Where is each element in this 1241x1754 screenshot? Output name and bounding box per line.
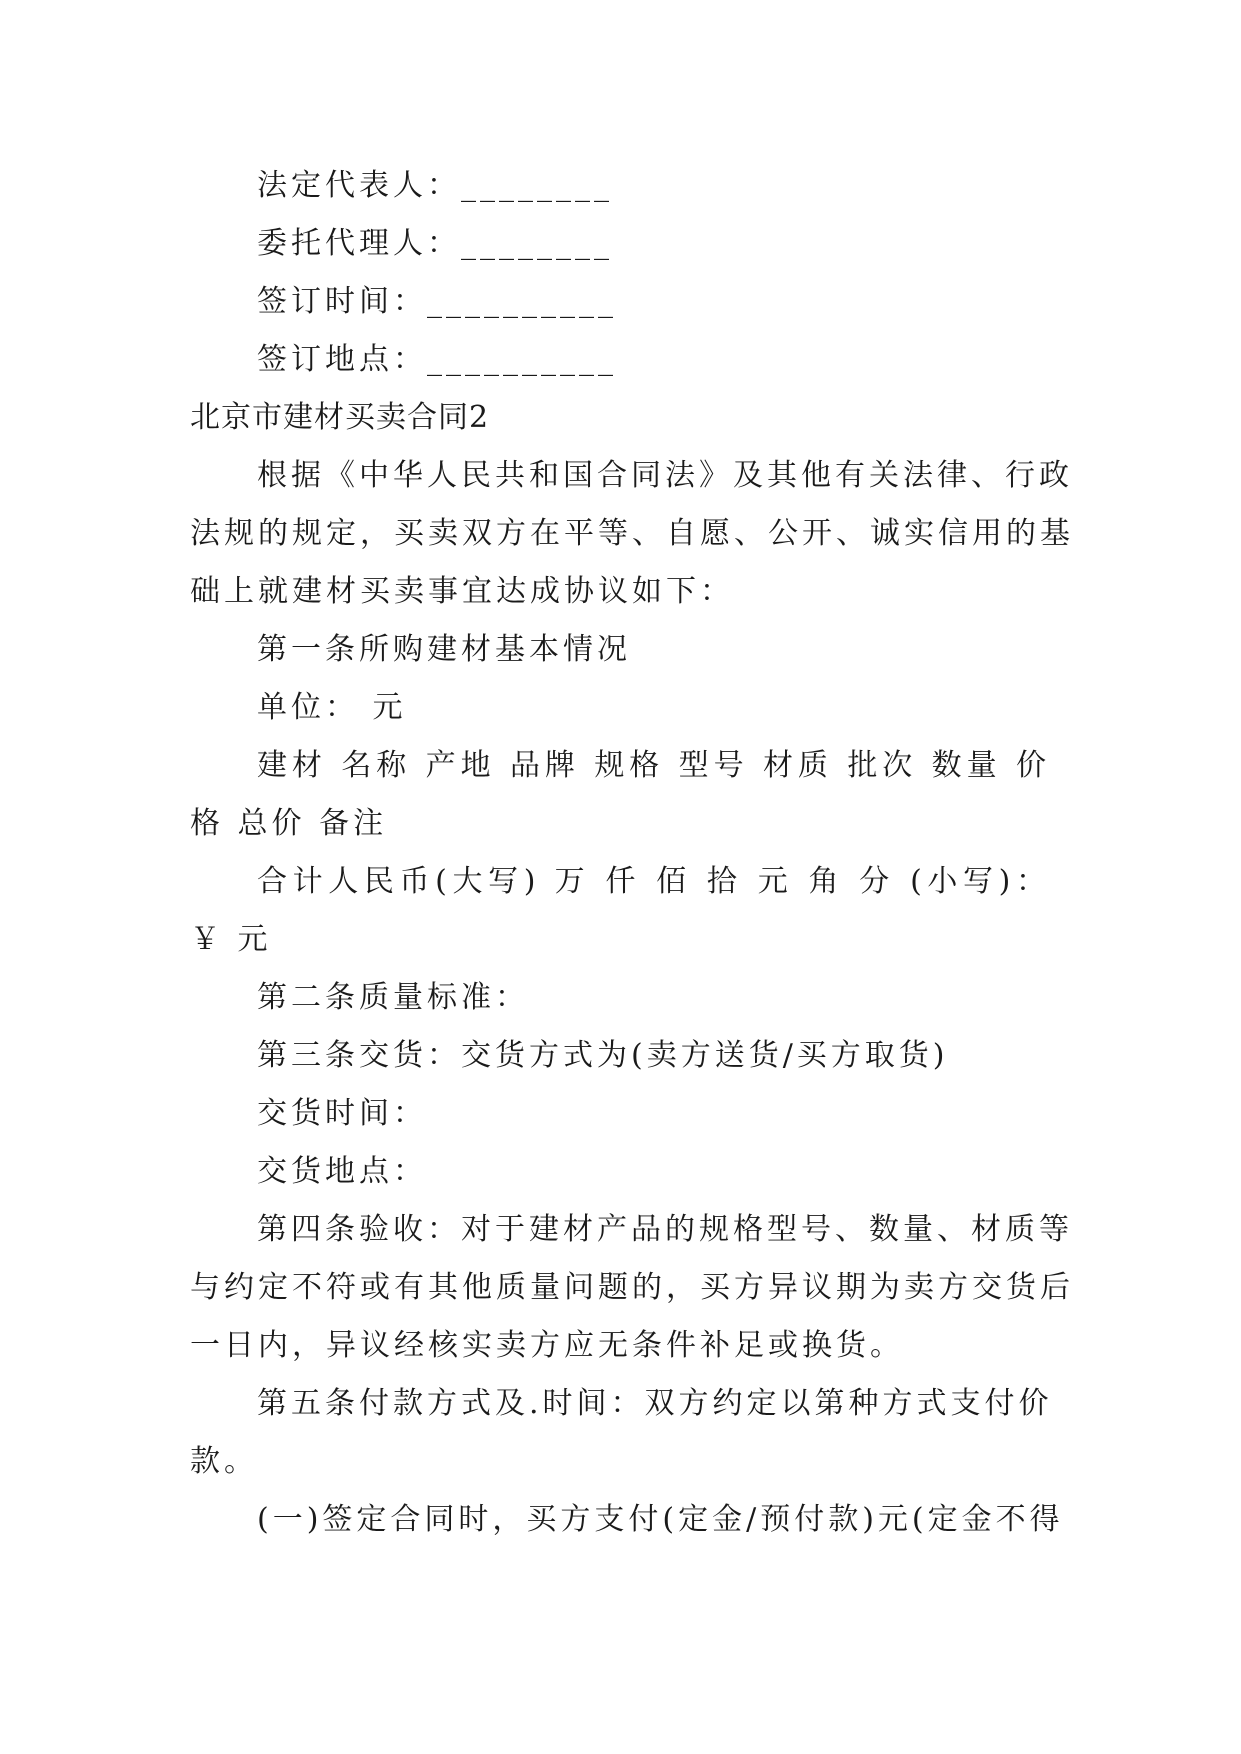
article-4-line-2: 与约定不符或有其他质量问题的，买方异议期为卖方交货后: [190, 1270, 1074, 1305]
article-1-heading: 第一条所购建材基本情况: [257, 632, 631, 667]
total-amount-yuan-line: ￥ 元: [190, 922, 272, 957]
delivery-time-line: 交货时间：: [257, 1096, 427, 1131]
delivery-place-line: 交货地点：: [257, 1154, 427, 1189]
preamble-line-3: 础上就建材买卖事宜达成协议如下：: [190, 574, 734, 609]
signing-time-line: 签订时间：__________: [257, 284, 617, 319]
article-2-heading: 第二条质量标准：: [257, 980, 529, 1015]
preamble-line-1: 根据《中华人民共和国合同法》及其他有关法律、行政: [257, 458, 1073, 493]
article-3-heading: 第三条交货：交货方式为(卖方送货/买方取货): [257, 1038, 949, 1073]
article-4-line-1: 第四条验收：对于建材产品的规格型号、数量、材质等: [257, 1212, 1073, 1247]
article-4-line-3: 一日内，异议经核实卖方应无条件补足或换货。: [190, 1328, 904, 1363]
payment-clause-1-line: (一)签定合同时，买方支付(定金/预付款)元(定金不得: [257, 1502, 1064, 1537]
article-5-line-2: 款。: [190, 1444, 258, 1479]
legal-representative-line: 法定代表人：________: [257, 168, 613, 203]
total-amount-line: 合计人民币(大写) 万 仟 佰 拾 元 角 分 (小写)：: [257, 864, 1050, 899]
authorized-agent-line: 委托代理人：________: [257, 226, 613, 261]
contract-title: 北京市建材买卖合同2: [190, 400, 490, 435]
unit-line: 单位： 元: [257, 690, 407, 725]
table-header-line-2: 格 总价 备注: [190, 806, 388, 841]
signing-place-line: 签订地点：__________: [257, 342, 617, 377]
table-header-line-1: 建材 名称 产地 品牌 规格 型号 材质 批次 数量 价: [257, 748, 1050, 783]
article-5-line-1: 第五条付款方式及.时间：双方约定以第种方式支付价: [257, 1386, 1053, 1421]
preamble-line-2: 法规的规定，买卖双方在平等、自愿、公开、诚实信用的基: [190, 516, 1074, 551]
